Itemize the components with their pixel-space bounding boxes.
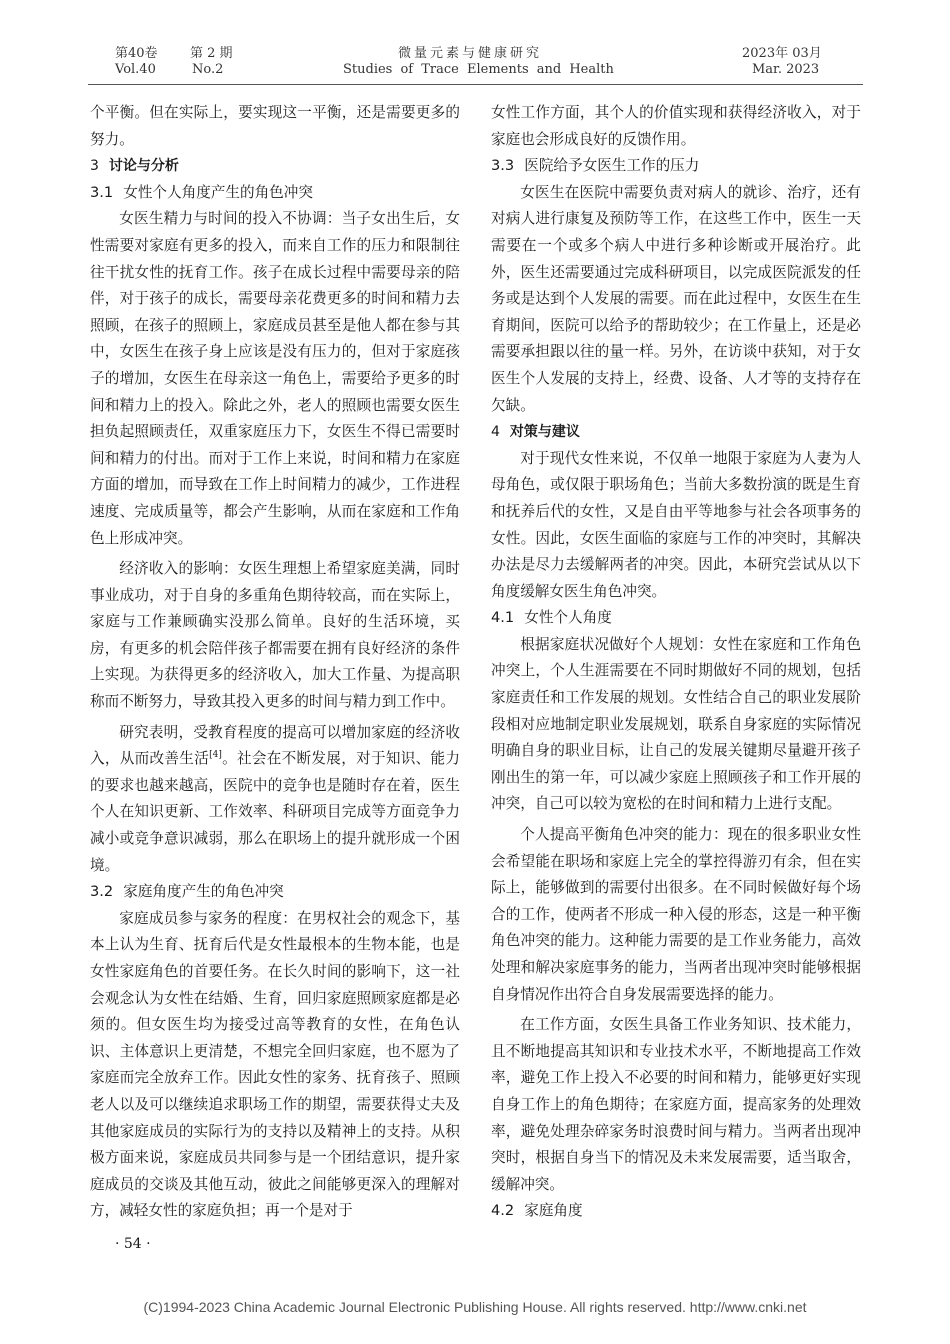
header-volume: 第40卷	[115, 46, 158, 61]
section-heading-3	[90, 153, 460, 180]
section-number: 3.2	[90, 883, 114, 901]
header-date-en: Mar. 2023	[752, 62, 820, 77]
right-column	[491, 100, 861, 1225]
section-title: 对策与建议	[509, 424, 580, 441]
section-title: 讨论与分析	[108, 158, 179, 175]
left-column	[90, 100, 460, 1225]
header-rule	[88, 84, 863, 85]
section-title: 女性个人角度产生的角色冲突	[123, 183, 313, 201]
header-issue-en: No.2	[192, 62, 224, 77]
paragraph: 个人提高平衡角色冲突的能力：现在的很多职业女性会希望能在职场和家庭上完全的掌控得游刃有余，但在实际上，能够做到的需要付出很多。在不同时候做好每个场合的工作，使两者不形成一种入侵的形态，这是一种平衡角色冲突的能力。这种能力需要的是工作业务能力，高效处理和解决家庭事务的能力，当两者出现冲突时能够根据自身情况作出符合自身发展需要选择的能力。	[491, 826, 861, 1003]
paragraph: 家庭成员参与家务的程度：在男权社会的观念下，基本上认为生育、抚育后代是女性最根本的生物本能，也是女性家庭角色的首要任务。在长久时间的影响下，这一社会观念认为女性在结婚、生育，回归家庭照顾家庭都是必须的。但女医生均为接受过高等教育的女性，在角色认识、主体意识上更清楚，不想完全回归家庭，也不愿为了家庭而完全放弃工作。因此女性的家务、抚育孩子、照顾老人以及可以继续追求职场工作的期望，需要获得丈夫及其他家庭成员的实际行为的支持以及精神上的支持。从积极方面来说，家庭成员共同参与是一个团结意识，提升家庭成员的交谈及其他互动，彼此之间能够更深入的理解对方，减轻女性的家庭负担；再一个是对于	[90, 909, 460, 1220]
page-number: · 54 ·	[115, 1236, 151, 1252]
paragraph: 女医生在医院中需要负责对病人的就诊、治疗，还有对病人进行康复及预防等工作，在这些工作中，医生一天需要在一个或多个病人中进行多种诊断或开展治疗。此外，医生还需要通过完成科研项目，以完成医院派发的任务或是达到个人发展的需要。而在此过程中，女医生在生育期间，医院可以给予的帮助较少；在工作量上，还是必需要承担跟以往的量一样。另外，在访谈中获知，对于女医生个人发展的支持上，经费、设备、人才等的支持存在欠缺。	[491, 183, 861, 414]
section-number: 3	[90, 158, 99, 175]
paragraph-text: 研究表明，受教育程度的提高可以增加家庭的经济收入，从而改善生活	[90, 723, 460, 768]
copyright-footer: (C)1994-2023 China Academic Journal Electronic Publishing House. All rights reserved. http://www.cnki.net	[143, 1299, 807, 1315]
section-number: 4.1	[491, 609, 515, 627]
header-journal-cn: 微量元素与健康研究	[398, 46, 543, 61]
section-number: 3.3	[491, 157, 515, 175]
citation-ref[interactable]: [4]	[209, 750, 222, 761]
header-volume-en: Vol.40	[115, 62, 156, 77]
paragraph: 在工作方面，女医生具备工作业务知识、技术能力，且不断地提高其知识和专业技术水平，不断地提高工作效率，避免工作上投入不必要的时间和精力，能够更好实现自身工作上的角色期待；在家庭方面，提高家务的处理效率，避免处理杂碎家务时浪费时间与精力。当两者出现冲突时，根据自身当下的情况及未来发展需要，适当取舍，缓解冲突。	[491, 1016, 861, 1193]
section-title: 医院给予女医生工作的压力	[524, 157, 700, 175]
subsection-heading-4-1	[491, 605, 861, 632]
section-title: 家庭角度产生的角色冲突	[123, 883, 284, 901]
header-date-cn: 2023年 03月	[742, 46, 822, 61]
paragraph-text: 。社会在不断发展，对于知识、能力的要求也越来越高，医院中的竞争也是随时存在着，医生个人在知识更新、工作效率、科研项目完成等方面竞争力减小或竞争意识减弱，那么在职场上的提升就形成一个困境。	[90, 750, 460, 874]
header-issue: 第 2 期	[190, 46, 233, 61]
paragraph: 女医生精力与时间的投入不协调：当子女出生后，女性需要对家庭有更多的投入，而来自工作的压力和限制往往干扰女性的抚育工作。孩子在成长过程中需要母亲的陪伴，对于孩子的成长，需要母亲花费更多的时间和精力去照顾，在孩子的照顾上，家庭成员甚至是他人都在参与其中，女医生在孩子身上应该是没有压力的，但对于家庭孩子的增加，女医生在母亲这一角色上，需要给予更多的时间和精力上的投入。除此之外，老人的照顾也需要女医生担负起照顾责任，双重家庭压力下，女医生不得已需要时间和精力的付出。而对于工作上来说，时间和精力在家庭方面的增加，而导致在工作上时间精力的减少，工作进程速度、完成质量等，都会产生影响，从而在家庭和工作角色上形成冲突。	[90, 210, 460, 547]
section-number: 4.2	[491, 1202, 515, 1220]
paragraph: 根据家庭状况做好个人规划：女性在家庭和工作角色冲突上，个人生涯需要在不同时期做好不同的规划，包括家庭责任和工作发展的规划。女性结合自己的职业发展阶段相对应地制定职业发展规划，联系自身家庭的实际情况明确自身的职业目标，让自己的发展关键期尽量避开孩子刚出生的第一年，可以减少家庭上照顾孩子和工作开展的冲突，自己可以较为宽松的在时间和精力上进行支配。	[491, 635, 861, 813]
paragraph: 女性工作方面，其个人的价值实现和获得经济收入，对于家庭也会形成良好的反馈作用。	[491, 104, 861, 148]
paragraph: 对于现代女性来说，不仅单一地限于家庭为人妻为人母角色，或仅限于职场角色；当前大多数扮演的既是生育和抚养后代的女性，又是自由平等地参与社会各项事务的女性。因此，女医生面临的家庭与工作的冲突时，其解决办法是尽力去缓解两者的冲突。因此，本研究尝试从以下角度缓解女医生角色冲突。	[491, 449, 861, 600]
section-heading-4	[491, 419, 861, 446]
running-header	[0, 42, 950, 82]
section-title: 女性个人角度	[524, 609, 612, 627]
paragraph: 经济收入的影响：女医生理想上希望家庭美满，同时事业成功，对于自身的多重角色期待较高，而在实际上，家庭与工作兼顾确实没那么简单。良好的生活环境，买房，有更多的机会陪伴孩子都需要在拥有良好经济的条件上实现。为获得更多的经济收入，加大工作量、为提高职称而不断努力，导致其投入更多的时间与精力到工作中。	[90, 560, 460, 711]
paragraph	[90, 720, 460, 880]
subsection-heading-3-1	[90, 180, 460, 207]
section-number: 4	[491, 424, 500, 441]
paragraph: 个平衡。但在实际上，要实现这一平衡，还是需要更多的努力。	[90, 104, 460, 148]
section-title: 家庭角度	[524, 1202, 583, 1220]
subsection-heading-3-2	[90, 879, 460, 906]
subsection-heading-3-3	[491, 153, 861, 180]
subsection-heading-4-2	[491, 1198, 861, 1225]
header-journal-en: Studies of Trace Elements and Health	[343, 62, 614, 77]
section-number: 3.1	[90, 183, 114, 201]
